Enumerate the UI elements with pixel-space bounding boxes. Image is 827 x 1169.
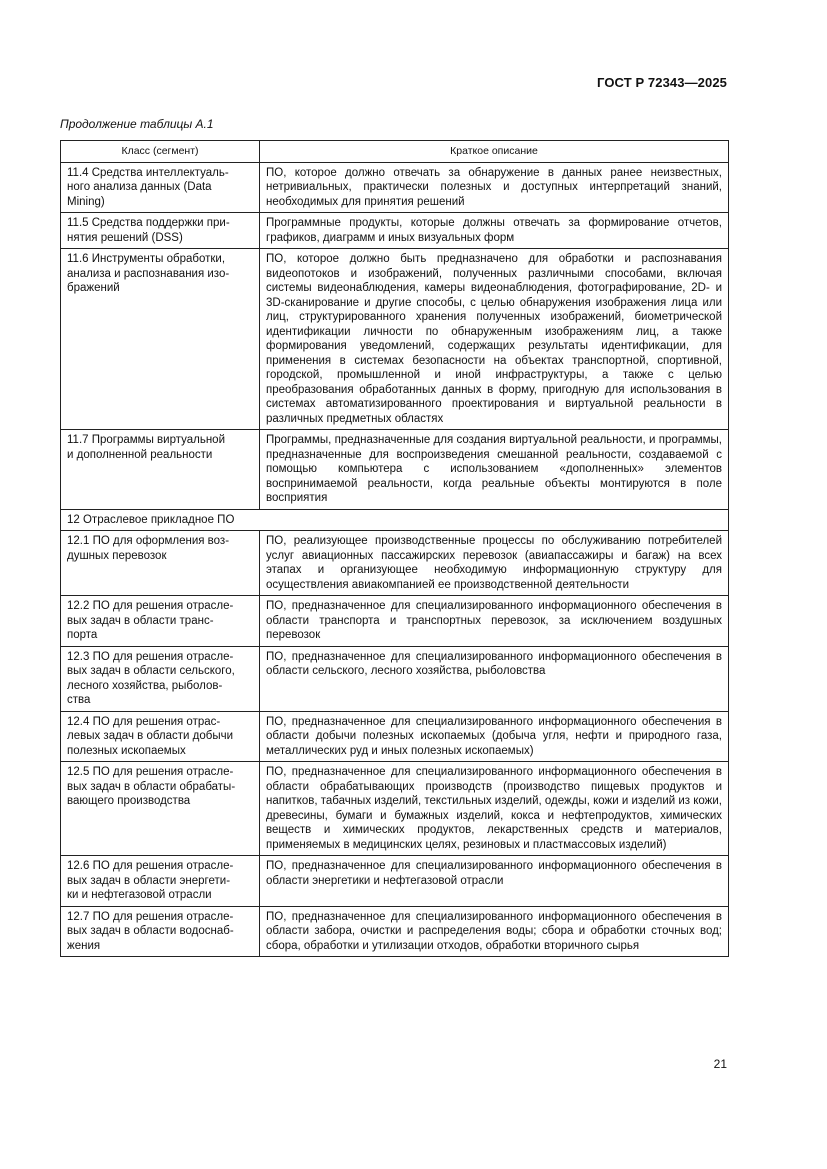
description-cell: ПО, предназначенное для специализированного информационного обеспечения в области добычи полезных ископаемых (добыча угля, нефти и природного газа, металлических руд и иных полезных ископаемых) (260, 711, 729, 762)
description-cell: ПО, предназначенное для специализированного информационного обеспечения в области забора, очистки и распределения воды; сбора и обработки сточных вод; сбора, обработки и утилизации отходов, обработки вторичного сырья (260, 906, 729, 957)
table-row (61, 162, 729, 213)
class-segment-cell: 11.4 Средства интеллектуаль- ного анализа данных (Data Mining) (61, 162, 260, 213)
description-cell: ПО, предназначенное для специализированного информационного обеспечения в области сельского, лесного хозяйства, рыболовства (260, 646, 729, 711)
table-row (61, 856, 729, 907)
table-row (61, 762, 729, 856)
classification-table (60, 140, 729, 957)
description-cell: ПО, которое должно быть предназначено для обработки и распознавания видеопотоков и изображений, полученных различными способами, включая системы видеонаблюдения, камеры видеонаблюдения, фотографирование, 2D- и 3D-сканирование и другие способы, с целью обнаружения изображения лица или лиц, структурированного хранения полученных изображений, биометрической идентификации личности по обнаруженным изображениям лиц, а также формирования уведомлений, содержащих результаты идентификации, для применения в системах безопасности на объектах транспортной, спортивной, городской, промышленной и иной инфраструктуры, а также с целью преобразования обработанных данных в форму, пригодную для использования в системах автоматизированного проектирования и виртуальной реальности в различных предметных областях (260, 249, 729, 430)
table-row (61, 711, 729, 762)
table-row (61, 596, 729, 647)
description-cell: ПО, реализующее производственные процессы по обслуживанию потребителей услуг авиационных пассажирских перевозок (авиапассажиры и багаж) на всех этапах и организующее необходимую информационную структуру для осуществления авиакомпанией ее производственной деятельности (260, 531, 729, 596)
class-segment-cell: 12.1 ПО для оформления воз- душных перевозок (61, 531, 260, 596)
table-row (61, 646, 729, 711)
description-cell: ПО, предназначенное для специализированного информационного обеспечения в области энергетики и нефтегазовой отрасли (260, 856, 729, 907)
description-cell: ПО, предназначенное для специализированного информационного обеспечения в области обрабатывающих производств (производство пищевых продуктов и напитков, табачных изделий, текстильных изделий, одежды, кожи и изделий из кожи, древесины, бумаги и бумажных изделий, кокса и нефтепродуктов, химических веществ и химических продуктов, лекарственных средств и материалов, применяемых в медицинских целях, резиновых и пластмассовых изделий) (260, 762, 729, 856)
class-segment-cell: 12.6 ПО для решения отрасле- вых задач в области энергети- ки и нефтегазовой отрасли (61, 856, 260, 907)
table-row (61, 906, 729, 957)
table-body (61, 162, 729, 957)
description-cell: ПО, предназначенное для специализированного информационного обеспечения в области транспорта и транспортных перевозок, за исключением воздушных перевозок (260, 596, 729, 647)
page-number: 21 (713, 1057, 727, 1071)
table-section-row (61, 509, 729, 531)
table-caption: Продолжение таблицы А.1 (60, 117, 214, 131)
class-segment-cell: 11.6 Инструменты обработки, анализа и распознавания изо- бражений (61, 249, 260, 430)
column-header-description: Краткое описание (260, 141, 729, 163)
table-header-row (61, 141, 729, 163)
table-row (61, 249, 729, 430)
description-cell: Программные продукты, которые должны отвечать за формирование отчетов, графиков, диаграмм и иных визуальных форм (260, 213, 729, 249)
table-row (61, 430, 729, 510)
class-segment-cell: 12.3 ПО для решения отрасле- вых задач в области сельского, лесного хозяйства, рыболов- ства (61, 646, 260, 711)
column-header-class: Класс (сегмент) (61, 141, 260, 163)
document-code: ГОСТ Р 72343—2025 (597, 75, 727, 90)
table-row (61, 213, 729, 249)
class-segment-cell: 12.7 ПО для решения отрасле- вых задач в области водоснаб- жения (61, 906, 260, 957)
class-segment-cell: 11.5 Средства поддержки при- нятия решений (DSS) (61, 213, 260, 249)
class-segment-cell: 12.2 ПО для решения отрасле- вых задач в области транс- порта (61, 596, 260, 647)
class-segment-cell: 11.7 Программы виртуальной и дополненной реальности (61, 430, 260, 510)
description-cell: ПО, которое должно отвечать за обнаружение в данных ранее неизвестных, нетривиальных, практически полезных и доступных интерпретаций знаний, необходимых для принятия решений (260, 162, 729, 213)
table-row (61, 531, 729, 596)
class-segment-cell: 12.5 ПО для решения отрасле- вых задач в области обрабаты- вающего производства (61, 762, 260, 856)
description-cell: Программы, предназначенные для создания виртуальной реальности, и программы, предназначенные для воспроизведения смешанной реальности, создаваемой с помощью компьютера с использованием «дополненных» элементов воспринимаемой реальности, когда реальные объекты монтируются в поле восприятия (260, 430, 729, 510)
section-title: 12 Отраслевое прикладное ПО (61, 509, 729, 531)
class-segment-cell: 12.4 ПО для решения отрас- левых задач в области добычи полезных ископаемых (61, 711, 260, 762)
